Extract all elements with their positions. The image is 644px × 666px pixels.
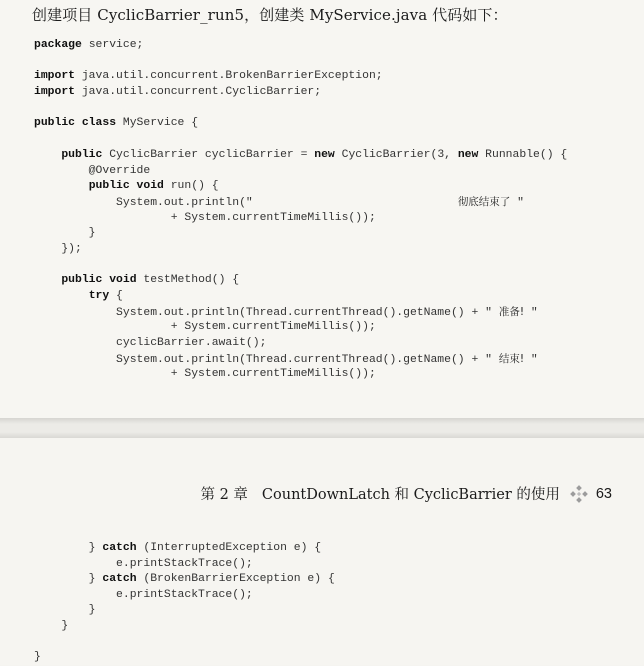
code-text: } — [34, 651, 41, 664]
code-text: service; — [81, 39, 144, 51]
code-keyword: catch — [102, 542, 137, 554]
code-keyword: public void — [61, 274, 137, 287]
code-line — [34, 116, 567, 132]
code-line — [34, 69, 567, 85]
code-text: testMethod() { — [136, 274, 240, 287]
code-text: " — [510, 196, 524, 209]
code-text: { — [109, 290, 123, 302]
chapter-label: 第 2 章 — [200, 487, 248, 503]
code-text: CyclicBarrier cyclicBarrier = — [102, 148, 315, 161]
code-line — [34, 352, 567, 368]
code-text: + System.currentTimeMillis()); — [34, 368, 376, 381]
code-listing-bottom — [34, 541, 335, 666]
code-line — [34, 211, 567, 227]
code-text: System.out.println(Thread.currentThread().getName() + " — [34, 306, 499, 319]
code-text: run() { — [163, 180, 219, 193]
code-text: System.out.println(" — [34, 196, 458, 209]
code-text — [34, 180, 89, 192]
code-line — [34, 242, 567, 258]
code-text: MyService { — [116, 117, 199, 130]
code-line — [34, 179, 567, 195]
code-text: (InterruptedException e) { — [136, 542, 322, 554]
code-line — [34, 635, 335, 651]
page-gap — [0, 418, 644, 438]
code-text: } — [34, 604, 96, 617]
code-line — [34, 258, 567, 274]
code-text — [34, 149, 61, 161]
code-text: " — [524, 306, 538, 319]
code-line — [34, 572, 335, 588]
code-keyword: public class — [34, 117, 117, 130]
code-line — [34, 619, 335, 635]
code-text: } — [34, 542, 103, 554]
code-keyword: public void — [88, 180, 164, 193]
code-chinese-text: 彻底结束了 — [457, 195, 511, 208]
code-keyword: import — [34, 70, 76, 83]
code-line — [34, 320, 567, 336]
running-header — [200, 483, 612, 504]
code-text: " — [524, 353, 538, 366]
code-line — [34, 148, 567, 164]
code-text: Runnable() { — [478, 148, 568, 161]
code-line — [34, 85, 567, 101]
code-text: } — [34, 227, 96, 240]
code-keyword: try — [88, 290, 110, 302]
code-text: CyclicBarrier(3, — [334, 148, 458, 161]
code-text: + System.currentTimeMillis()); — [34, 321, 376, 334]
code-keyword: public — [61, 148, 103, 161]
code-keyword: new — [457, 148, 479, 161]
code-keyword: catch — [102, 573, 137, 586]
intro-text: 创建项目 CyclicBarrier_run5，创建类 MyService.java 代码如下： — [32, 6, 508, 24]
code-text: } — [34, 619, 69, 632]
book-page-bottom — [0, 438, 644, 665]
code-line — [34, 367, 567, 383]
code-text: e.printStackTrace(); — [34, 557, 253, 570]
code-text — [34, 290, 89, 302]
code-line — [34, 273, 567, 289]
code-text: System.out.println(Thread.currentThread().getName() + " — [34, 353, 499, 366]
code-text: cyclicBarrier.await(); — [34, 337, 267, 350]
code-text: java.util.concurrent.CyclicBarrier; — [75, 86, 322, 99]
code-chinese-text: 准备! — [498, 305, 525, 318]
code-text: java.util.concurrent.BrokenBarrierException; — [75, 70, 383, 83]
code-line — [34, 557, 335, 573]
code-text: @Override — [34, 164, 151, 177]
page-number: 63 — [595, 485, 612, 502]
code-text: e.printStackTrace(); — [34, 588, 253, 601]
code-line — [34, 164, 567, 180]
code-line — [34, 603, 335, 619]
code-text: (BrokenBarrierException e) { — [136, 573, 335, 586]
diamond-ornament-icon — [570, 485, 588, 503]
code-line — [34, 305, 567, 321]
code-text — [34, 274, 61, 286]
code-line — [34, 289, 567, 305]
code-line — [34, 541, 335, 557]
code-listing-top — [34, 38, 567, 383]
code-line — [34, 132, 567, 148]
code-line — [34, 38, 567, 54]
code-line — [34, 226, 567, 242]
code-line — [34, 588, 335, 604]
code-text: + System.currentTimeMillis()); — [34, 211, 376, 224]
code-line — [34, 195, 567, 211]
chapter-title: CountDownLatch 和 CyclicBarrier 的使用 — [261, 487, 560, 503]
code-keyword: new — [314, 148, 335, 161]
code-line — [34, 336, 567, 352]
code-keyword: import — [34, 86, 76, 99]
code-line — [34, 54, 567, 70]
code-chinese-text: 结束! — [498, 352, 525, 365]
code-text: } — [34, 573, 103, 586]
code-line — [34, 101, 567, 117]
code-text: }); — [34, 242, 82, 255]
code-line — [34, 650, 335, 666]
code-keyword: package — [34, 39, 82, 51]
